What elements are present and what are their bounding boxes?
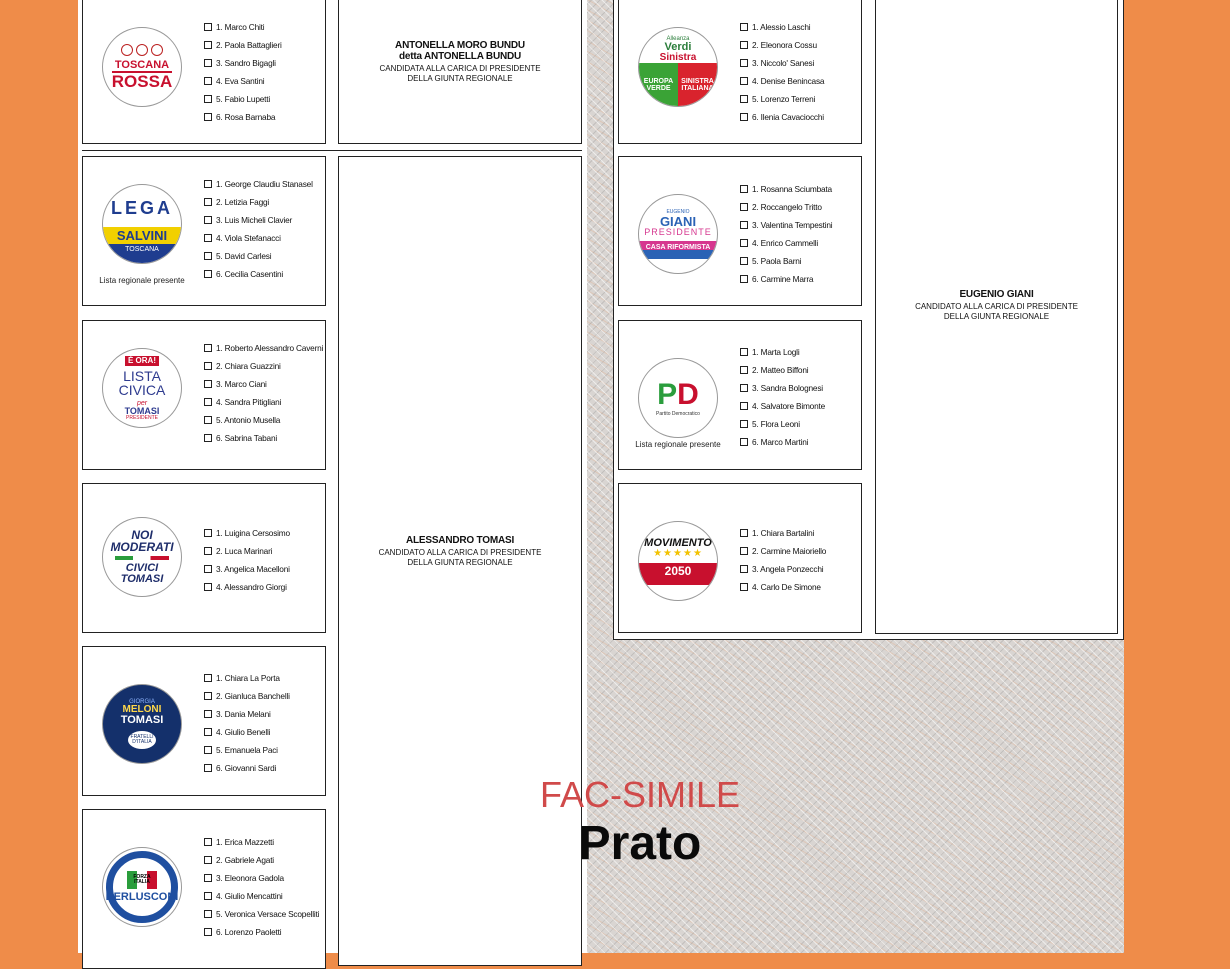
candidate-preference-row xyxy=(204,211,313,229)
preference-checkbox[interactable] xyxy=(204,41,212,49)
candidate-name-label: 1. George Claudiu Stanasel xyxy=(216,179,313,189)
preference-checkbox[interactable] xyxy=(204,710,212,718)
preference-checkbox[interactable] xyxy=(204,874,212,882)
candidate-names-list xyxy=(204,175,313,283)
preference-checkbox[interactable] xyxy=(204,583,212,591)
candidate-name-label: 5. Lorenzo Terreni xyxy=(752,94,816,104)
candidate-names-list xyxy=(204,669,290,777)
preference-checkbox[interactable] xyxy=(204,398,212,406)
preference-checkbox[interactable] xyxy=(204,252,212,260)
list-box-forza-italia[interactable] xyxy=(82,809,326,969)
candidate-preference-row xyxy=(204,411,323,429)
preference-checkbox[interactable] xyxy=(740,203,748,211)
candidate-name-label: 4. Giulio Mencattini xyxy=(216,891,283,901)
candidate-preference-row xyxy=(204,375,323,393)
preference-checkbox[interactable] xyxy=(204,216,212,224)
preference-checkbox[interactable] xyxy=(740,384,748,392)
candidate-name-label: 3. Sandra Bolognesi xyxy=(752,383,823,393)
candidate-preference-row xyxy=(204,429,323,447)
preference-checkbox[interactable] xyxy=(204,380,212,388)
candidate-names-list xyxy=(204,524,290,596)
candidate-preference-row xyxy=(204,723,290,741)
candidate-preference-row xyxy=(740,560,826,578)
candidate-name-label: 6. Sabrina Tabani xyxy=(216,433,278,443)
candidate-preference-row xyxy=(204,18,282,36)
watermark-fac-simile: FAC-SIMILE xyxy=(539,774,741,815)
city-title: Prato xyxy=(578,817,702,870)
preference-checkbox[interactable] xyxy=(740,185,748,193)
list-box-noi-moderati[interactable] xyxy=(82,483,326,633)
candidate-preference-row xyxy=(740,18,824,36)
candidate-name-label: 3. Luis Micheli Clavier xyxy=(216,215,293,225)
candidate-name-label: 1. Rosanna Sciumbata xyxy=(752,184,832,194)
candidate-name-label: 6. Rosa Barnaba xyxy=(216,112,276,122)
candidate-name-label: 4. Alessandro Giorgi xyxy=(216,582,287,592)
candidate-name-label: 1. Marta Logli xyxy=(752,347,800,357)
preference-checkbox[interactable] xyxy=(204,59,212,67)
candidate-preference-row xyxy=(740,397,825,415)
candidate-preference-row xyxy=(204,705,290,723)
candidate-name-label: 2. Luca Marinari xyxy=(216,546,273,556)
preference-checkbox[interactable] xyxy=(204,23,212,31)
candidate-name-label: 5. Fabio Lupetti xyxy=(216,94,270,104)
candidate-preference-row xyxy=(740,198,832,216)
list-box-lista-civica[interactable] xyxy=(82,320,326,470)
lista-civica-logo[interactable]: È ORA! LISTA CIVICA per TOMASI PRESIDENTE xyxy=(102,348,182,428)
preference-checkbox[interactable] xyxy=(740,41,748,49)
candidate-name: EUGENIO GIANI xyxy=(959,289,1034,300)
candidate-names-list xyxy=(740,343,825,451)
candidate-name: ANTONELLA MORO BUNDU xyxy=(395,40,525,51)
preference-checkbox[interactable] xyxy=(740,547,748,555)
candidate-preference-row xyxy=(204,72,282,90)
candidate-name-label: 4. Sandra Pitigliani xyxy=(216,397,282,407)
avs-logo[interactable]: Alleanza Verdi Sinistra EUROPA VERDE SINISTRA ITALIANA xyxy=(638,27,718,107)
candidate-names-list xyxy=(740,524,826,596)
candidate-name-label: 3. Angela Ponzecchi xyxy=(752,564,824,574)
preference-checkbox[interactable] xyxy=(204,270,212,278)
preference-checkbox[interactable] xyxy=(204,362,212,370)
candidate-name-label: 6. Carmine Marra xyxy=(752,274,814,284)
regional-list-note: Lista regionale presente xyxy=(635,440,721,449)
candidate-name-label: 4. Eva Santini xyxy=(216,76,265,86)
preference-checkbox[interactable] xyxy=(740,239,748,247)
candidate-preference-row xyxy=(204,905,319,923)
preference-checkbox[interactable] xyxy=(204,856,212,864)
candidate-preference-row xyxy=(204,542,290,560)
preference-checkbox[interactable] xyxy=(740,583,748,591)
candidate-preference-row xyxy=(204,357,323,375)
candidate-preference-row xyxy=(740,108,824,126)
giani-presidente-logo[interactable]: EUGENIO GIANI PRESIDENTE CASA RIFORMISTA xyxy=(638,194,718,274)
candidate-name-label: 3. Marco Ciani xyxy=(216,379,267,389)
candidate-preference-row xyxy=(204,265,313,283)
list-box-lega[interactable] xyxy=(82,156,326,306)
preference-checkbox[interactable] xyxy=(204,434,212,442)
candidate-name-label: 2. Gianluca Banchelli xyxy=(216,691,290,701)
movimento-2050-logo[interactable]: MOVIMENTO ★★★★★ 2050 xyxy=(638,521,718,601)
candidate-name-label: 4. Giulio Benelli xyxy=(216,727,271,737)
candidate-role: CANDIDATA ALLA CARICA DI PRESIDENTE DELLA GIUNTA REGIONALE xyxy=(379,64,541,84)
preference-checkbox[interactable] xyxy=(204,180,212,188)
preference-checkbox[interactable] xyxy=(740,95,748,103)
regional-list-note: Lista regionale presente xyxy=(99,276,185,285)
candidate-preference-row xyxy=(740,542,826,560)
candidate-name-label: 1. Marco Chiti xyxy=(216,22,265,32)
list-box-fratelli-italia[interactable] xyxy=(82,646,326,796)
candidate-preference-row xyxy=(204,193,313,211)
candidate-names-list xyxy=(740,18,824,126)
candidate-separator xyxy=(82,150,582,151)
preference-checkbox[interactable] xyxy=(740,77,748,85)
candidate-preference-row xyxy=(204,54,282,72)
preference-checkbox[interactable] xyxy=(204,77,212,85)
list-box-pd[interactable] xyxy=(618,320,862,470)
candidate-preference-row xyxy=(740,343,825,361)
candidate-preference-row xyxy=(204,560,290,578)
candidate-name-label: 6. Marco Martini xyxy=(752,437,809,447)
candidate-name-label: 5. Veronica Versace Scopelliti xyxy=(216,909,320,919)
noi-moderati-logo[interactable]: NOI MODERATI CIVICI TOMASI xyxy=(102,517,182,597)
candidate-preference-row xyxy=(740,270,832,288)
preference-checkbox[interactable] xyxy=(740,275,748,283)
candidate-preference-row xyxy=(204,759,290,777)
candidate-preference-row xyxy=(740,90,824,108)
candidate-name-label: 2. Letizia Faggi xyxy=(216,197,270,207)
candidate-name-label: 2. Chiara Guazzini xyxy=(216,361,281,371)
candidate-preference-row xyxy=(740,379,825,397)
preference-checkbox[interactable] xyxy=(204,928,212,936)
candidate-name-label: 2. Paola Battaglieri xyxy=(216,40,282,50)
candidate-preference-row xyxy=(204,869,319,887)
candidate-name-label: 3. Angelica Macelloni xyxy=(216,564,290,574)
preference-checkbox[interactable] xyxy=(740,420,748,428)
preference-checkbox[interactable] xyxy=(740,438,748,446)
preference-checkbox[interactable] xyxy=(204,95,212,103)
candidate-name-label: 1. Luigina Cersosimo xyxy=(216,528,290,538)
candidate-preference-row xyxy=(740,234,832,252)
list-box-giani-presidente[interactable] xyxy=(618,156,862,306)
candidate-name-label: 2. Gabriele Agati xyxy=(216,855,274,865)
candidate-box-bundu[interactable] xyxy=(338,0,582,144)
fratelli-italia-logo[interactable]: GIORGIA MELONI TOMASI FRATELLI D'ITALIA xyxy=(102,684,182,764)
preference-checkbox[interactable] xyxy=(204,838,212,846)
preference-checkbox[interactable] xyxy=(740,221,748,229)
candidate-role: CANDIDATO ALLA CARICA DI PRESIDENTE DELLA GIUNTA REGIONALE xyxy=(915,302,1078,322)
candidate-preference-row xyxy=(204,36,282,54)
preference-checkbox[interactable] xyxy=(740,113,748,121)
candidate-preference-row xyxy=(740,578,826,596)
list-box-toscana-rossa[interactable] xyxy=(82,0,326,144)
candidate-name-label: 2. Matteo Biffoni xyxy=(752,365,809,375)
candidate-name-label: 5. Flora Leoni xyxy=(752,419,800,429)
preference-checkbox[interactable] xyxy=(204,910,212,918)
candidate-preference-row xyxy=(204,923,319,941)
preference-checkbox[interactable] xyxy=(740,565,748,573)
candidate-name-label: 5. Antonio Musella xyxy=(216,415,281,425)
candidate-preference-row xyxy=(740,36,824,54)
candidate-preference-row xyxy=(204,175,313,193)
candidate-alias: detta ANTONELLA BUNDU xyxy=(398,51,522,62)
preference-checkbox[interactable] xyxy=(204,113,212,121)
candidate-preference-row xyxy=(204,833,319,851)
candidate-preference-row xyxy=(204,578,290,596)
preference-checkbox[interactable] xyxy=(740,402,748,410)
list-box-avs[interactable] xyxy=(618,0,862,144)
candidate-name: ALESSANDRO TOMASI xyxy=(405,535,515,546)
candidate-name-label: 3. Niccolo' Sanesi xyxy=(752,58,815,68)
candidate-preference-row xyxy=(740,54,824,72)
candidate-name-label: 2. Eleonora Cossu xyxy=(752,40,817,50)
candidate-preference-row xyxy=(204,339,323,357)
candidate-name-label: 1. Chiara La Porta xyxy=(216,673,280,683)
candidate-names-list xyxy=(204,18,282,126)
candidate-name-label: 3. Sandro Bigagli xyxy=(216,58,276,68)
candidate-name-label: 5. Emanuela Paci xyxy=(216,745,278,755)
candidate-preference-row xyxy=(204,229,313,247)
candidate-name-label: 1. Alessio Laschi xyxy=(752,22,811,32)
candidate-preference-row xyxy=(204,687,290,705)
candidate-preference-row xyxy=(204,741,290,759)
candidate-preference-row xyxy=(740,433,825,451)
candidate-name-label: 6. Lorenzo Paoletti xyxy=(216,927,282,937)
candidate-name-label: 3. Eleonora Gadola xyxy=(216,873,284,883)
preference-checkbox[interactable] xyxy=(204,892,212,900)
candidate-name-label: 1. Erica Mazzetti xyxy=(216,837,274,847)
candidate-name-label: 6. Giovanni Sardi xyxy=(216,763,277,773)
preference-checkbox[interactable] xyxy=(740,366,748,374)
preference-checkbox[interactable] xyxy=(740,23,748,31)
candidate-name-label: 4. Denise Benincasa xyxy=(752,76,825,86)
candidate-name-label: 3. Valentina Tempestini xyxy=(752,220,833,230)
preference-checkbox[interactable] xyxy=(204,416,212,424)
candidate-preference-row xyxy=(204,851,319,869)
candidate-preference-row xyxy=(204,524,290,542)
candidate-preference-row xyxy=(204,887,319,905)
candidate-preference-row xyxy=(740,524,826,542)
candidate-name-label: 4. Enrico Cammelli xyxy=(752,238,819,248)
candidate-preference-row xyxy=(204,90,282,108)
toscana-rossa-logo[interactable]: TOSCANA ROSSA xyxy=(102,27,182,107)
preference-checkbox[interactable] xyxy=(204,234,212,242)
preference-checkbox[interactable] xyxy=(740,529,748,537)
candidate-name-label: 4. Carlo De Simone xyxy=(752,582,821,592)
pd-logo[interactable]: P D Partito Democratico xyxy=(638,358,718,438)
candidate-name-label: 6. Ilenia Cavaciocchi xyxy=(752,112,824,122)
candidate-preference-row xyxy=(740,252,832,270)
candidate-preference-row xyxy=(204,247,313,265)
candidate-preference-row xyxy=(204,393,323,411)
candidate-preference-row xyxy=(740,72,824,90)
preference-checkbox[interactable] xyxy=(204,198,212,206)
list-box-movimento-2050[interactable] xyxy=(618,483,862,633)
candidate-preference-row xyxy=(204,669,290,687)
candidate-box-giani[interactable] xyxy=(875,0,1118,634)
candidate-names-list xyxy=(204,339,323,447)
candidate-name-label: 2. Carmine Maioriello xyxy=(752,546,827,556)
candidate-name-label: 6. Cecilia Casentini xyxy=(216,269,284,279)
candidate-name-label: 1. Roberto Alessandro Caverni xyxy=(216,343,324,353)
candidate-preference-row xyxy=(740,415,825,433)
preference-checkbox[interactable] xyxy=(204,674,212,682)
candidate-names-list xyxy=(204,833,319,941)
candidate-preference-row xyxy=(740,361,825,379)
candidate-name-label: 2. Roccangelo Tritto xyxy=(752,202,822,212)
candidate-role: CANDIDATO ALLA CARICA DI PRESIDENTE DELLA GIUNTA REGIONALE xyxy=(378,548,542,568)
candidate-name-label: 4. Salvatore Bimonte xyxy=(752,401,826,411)
lega-logo[interactable]: LEGA SALVINI TOSCANA xyxy=(102,184,182,264)
preference-checkbox[interactable] xyxy=(204,728,212,736)
preference-checkbox[interactable] xyxy=(204,764,212,772)
preference-checkbox[interactable] xyxy=(740,257,748,265)
preference-checkbox[interactable] xyxy=(204,565,212,573)
candidate-preference-row xyxy=(740,216,832,234)
candidate-name-label: 3. Dania Melani xyxy=(216,709,271,719)
preference-checkbox[interactable] xyxy=(740,59,748,67)
candidate-names-list xyxy=(740,180,832,288)
candidate-preference-row xyxy=(740,180,832,198)
preference-checkbox[interactable] xyxy=(204,746,212,754)
candidate-name-label: 1. Chiara Bartalini xyxy=(752,528,815,538)
preference-checkbox[interactable] xyxy=(204,344,212,352)
forza-italia-logo[interactable]: FORZA ITALIA BERLUSCONI xyxy=(102,847,182,927)
candidate-preference-row xyxy=(204,108,282,126)
candidate-name-label: 5. Paola Barni xyxy=(752,256,802,266)
preference-checkbox[interactable] xyxy=(204,692,212,700)
preference-checkbox[interactable] xyxy=(740,348,748,356)
candidate-name-label: 4. Viola Stefanacci xyxy=(216,233,281,243)
candidate-name-label: 5. David Carlesi xyxy=(216,251,272,261)
preference-checkbox[interactable] xyxy=(204,529,212,537)
preference-checkbox[interactable] xyxy=(204,547,212,555)
